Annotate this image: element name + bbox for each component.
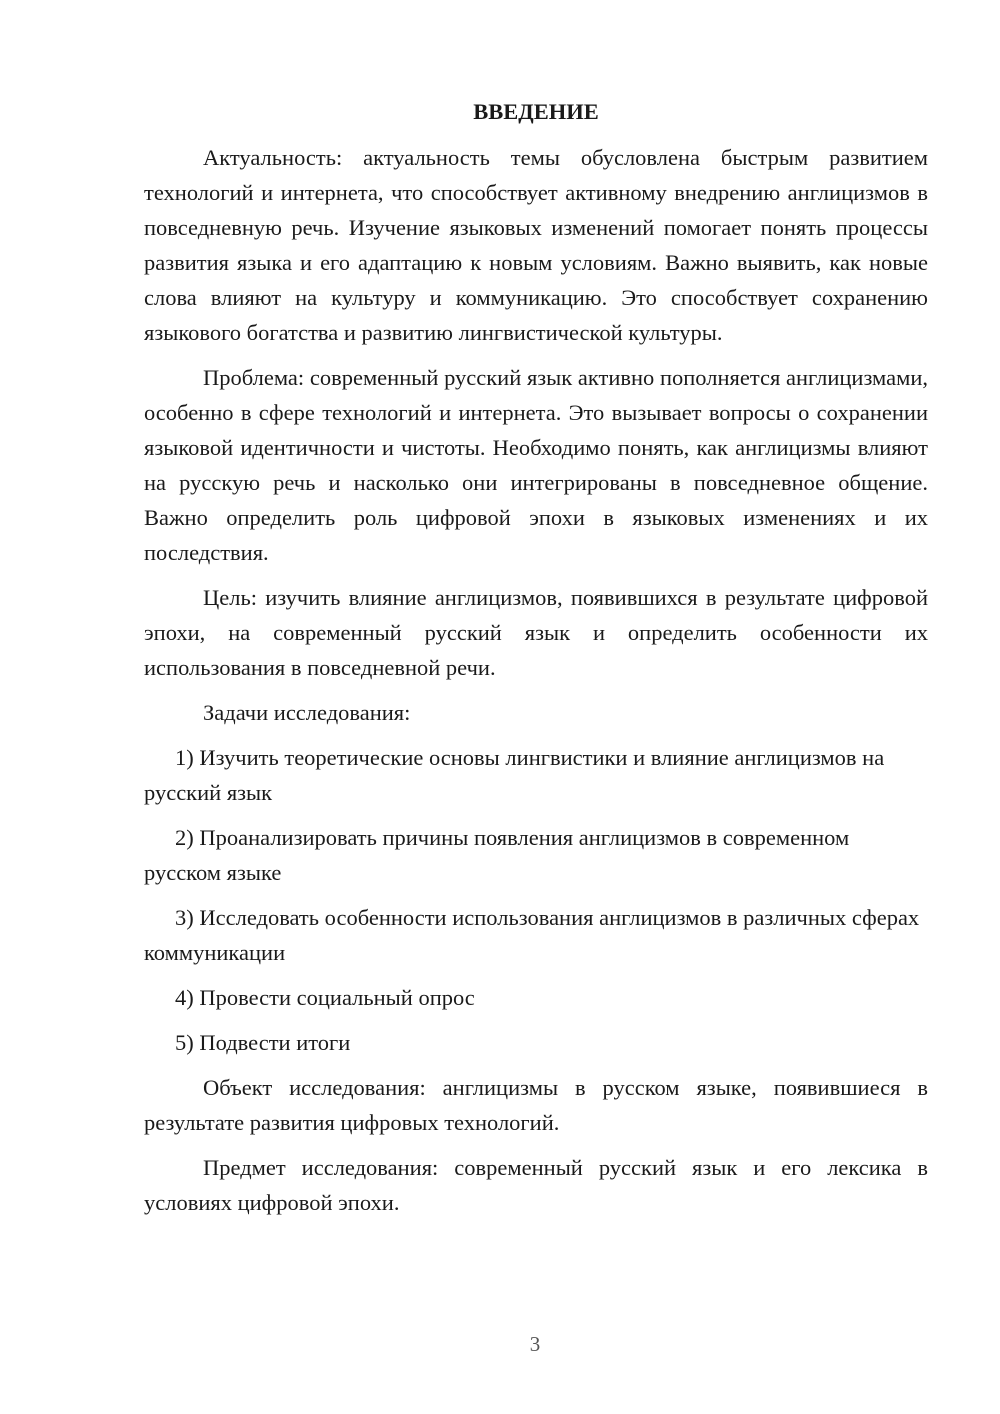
task-item: 4) Провести социальный опрос bbox=[175, 985, 475, 1010]
task-item: 2) Проанализировать причины появления англицизмов в современном русском языке bbox=[144, 825, 850, 885]
tasks-title: Задачи исследования: bbox=[203, 700, 411, 725]
section-heading: ВВЕДЕНИЕ bbox=[473, 99, 599, 124]
object-paragraph: Объект исследования: англицизмы в русском языке, появившиеся в результате развития цифровых технологий. bbox=[144, 1075, 928, 1135]
task-item: 5) Подвести итоги bbox=[175, 1030, 351, 1055]
tasks-list bbox=[144, 740, 928, 1060]
task-item: 1) Изучить теоретические основы лингвистики и влияние англицизмов на русский язык bbox=[144, 745, 885, 805]
page-number: 3 bbox=[529, 1332, 541, 1356]
goal-paragraph: Цель: изучить влияние англицизмов, появившихся в результате цифровой эпохи, на современный русский язык и определить особенности их использования в повседневной речи. bbox=[144, 585, 928, 680]
problem-paragraph: Проблема: современный русский язык активно пополняется англицизмами, особенно в сфере технологий и интернета. Это вызывает вопросы о сохранении языковой идентичности и чистоты. Необходимо понять, как англицизмы влияют на русскую речь и насколько они интегрированы в повседневное общение. Важно определить роль цифровой эпохи в языковых изменениях и их последствия. bbox=[144, 365, 928, 565]
document-page bbox=[144, 94, 928, 1230]
subject-paragraph: Предмет исследования: современный русский язык и его лексика в условиях цифровой эпохи. bbox=[144, 1155, 928, 1215]
relevance-paragraph: Актуальность: актуальность темы обусловлена быстрым развитием технологий и интернета, что способствует активному внедрению англицизмов в повседневную речь. Изучение языковых изменений помогает понять процессы развития языка и его адаптацию к новым условиям. Важно выявить, как новые слова влияют на культуру и коммуникацию. Это способствует сохранению языкового богатства и развитию лингвистической культуры. bbox=[144, 145, 928, 345]
task-item: 3) Исследовать особенности использования англицизмов в различных сферах коммуникации bbox=[144, 905, 920, 965]
